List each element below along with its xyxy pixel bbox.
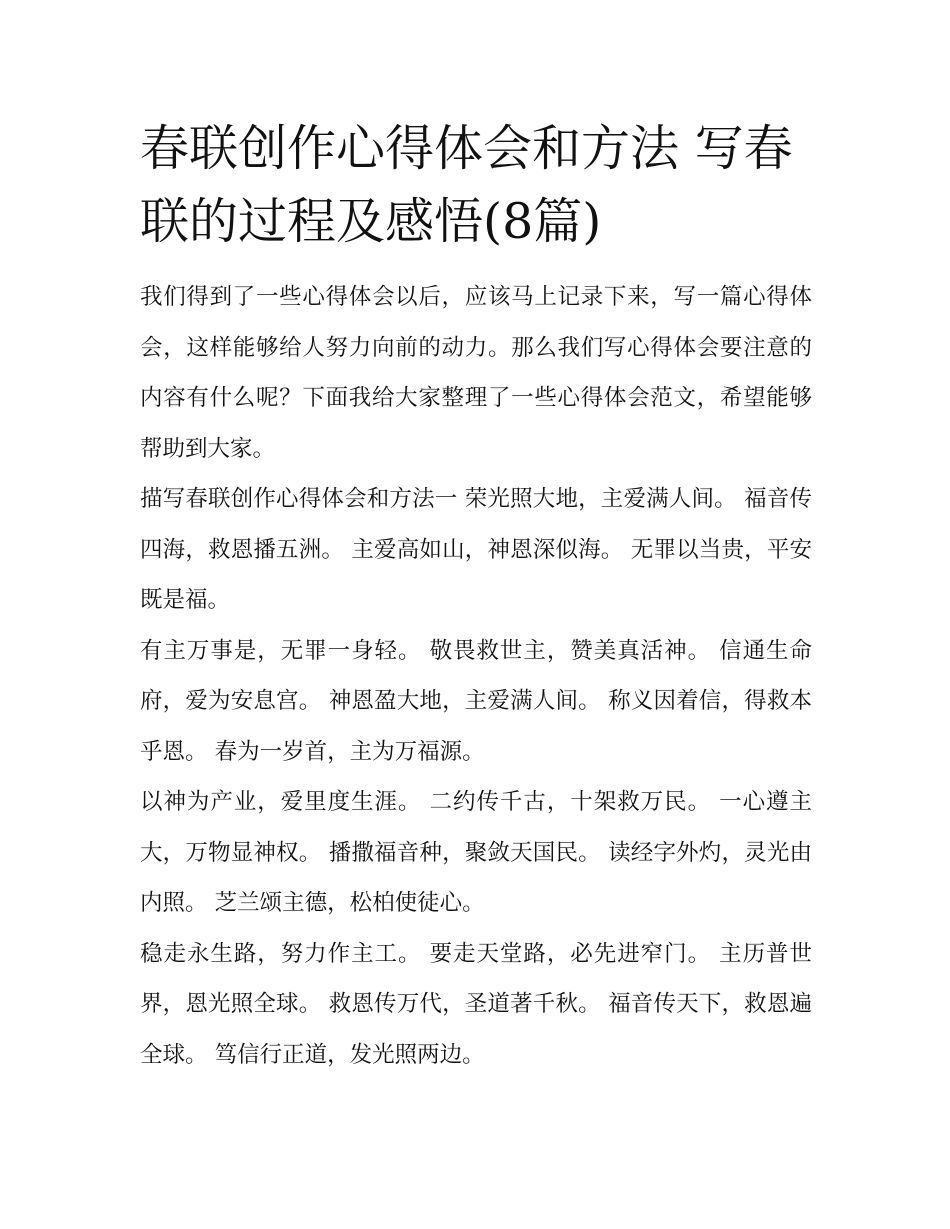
couplet-paragraph-4: 稳走永生路，努力作主工。 要走天堂路，必先进窄门。 主历普世界，恩光照全球。 救恩传万代，圣道著千秋。 福音传天下，救恩遍全球。 笃信行正道，发光照两边。 (140, 940, 812, 1068)
couplet-paragraph-2: 有主万事是，无罪一身轻。 敬畏救世主，赞美真活神。 信通生命府，爱为安息宫。 神恩盈大地，主爱满人间。 称义因着信，得救本乎恩。 春为一岁首，主为万福源。 (140, 637, 812, 765)
document-title: 春联创作心得体会和方法 写春联的过程及感悟(8篇) (140, 120, 793, 250)
couplet-paragraph-1: 描写春联创作心得体会和方法一 荣光照大地，主爱满人间。 福音传四海，救恩播五洲。 主爱高如山，神恩深似海。 无罪以当贵，平安既是福。 (140, 486, 812, 613)
couplet-paragraph-3: 以神为产业，爱里度生涯。 二约传千古，十架救万民。 一心遵主大，万物显神权。 播撒福音种，聚敛天国民。 读经字外灼，灵光由内照。 芝兰颂主德，松柏使徒心。 (140, 789, 812, 916)
document-page (140, 112, 812, 1080)
intro-paragraph: 我们得到了一些心得体会以后，应该马上记录下来，写一篇心得体会，这样能够给人努力向前的动力。那么我们写心得体会要注意的内容有什么呢？下面我给大家整理了一些心得体会范文，希望能够帮助到大家。 (140, 284, 812, 462)
